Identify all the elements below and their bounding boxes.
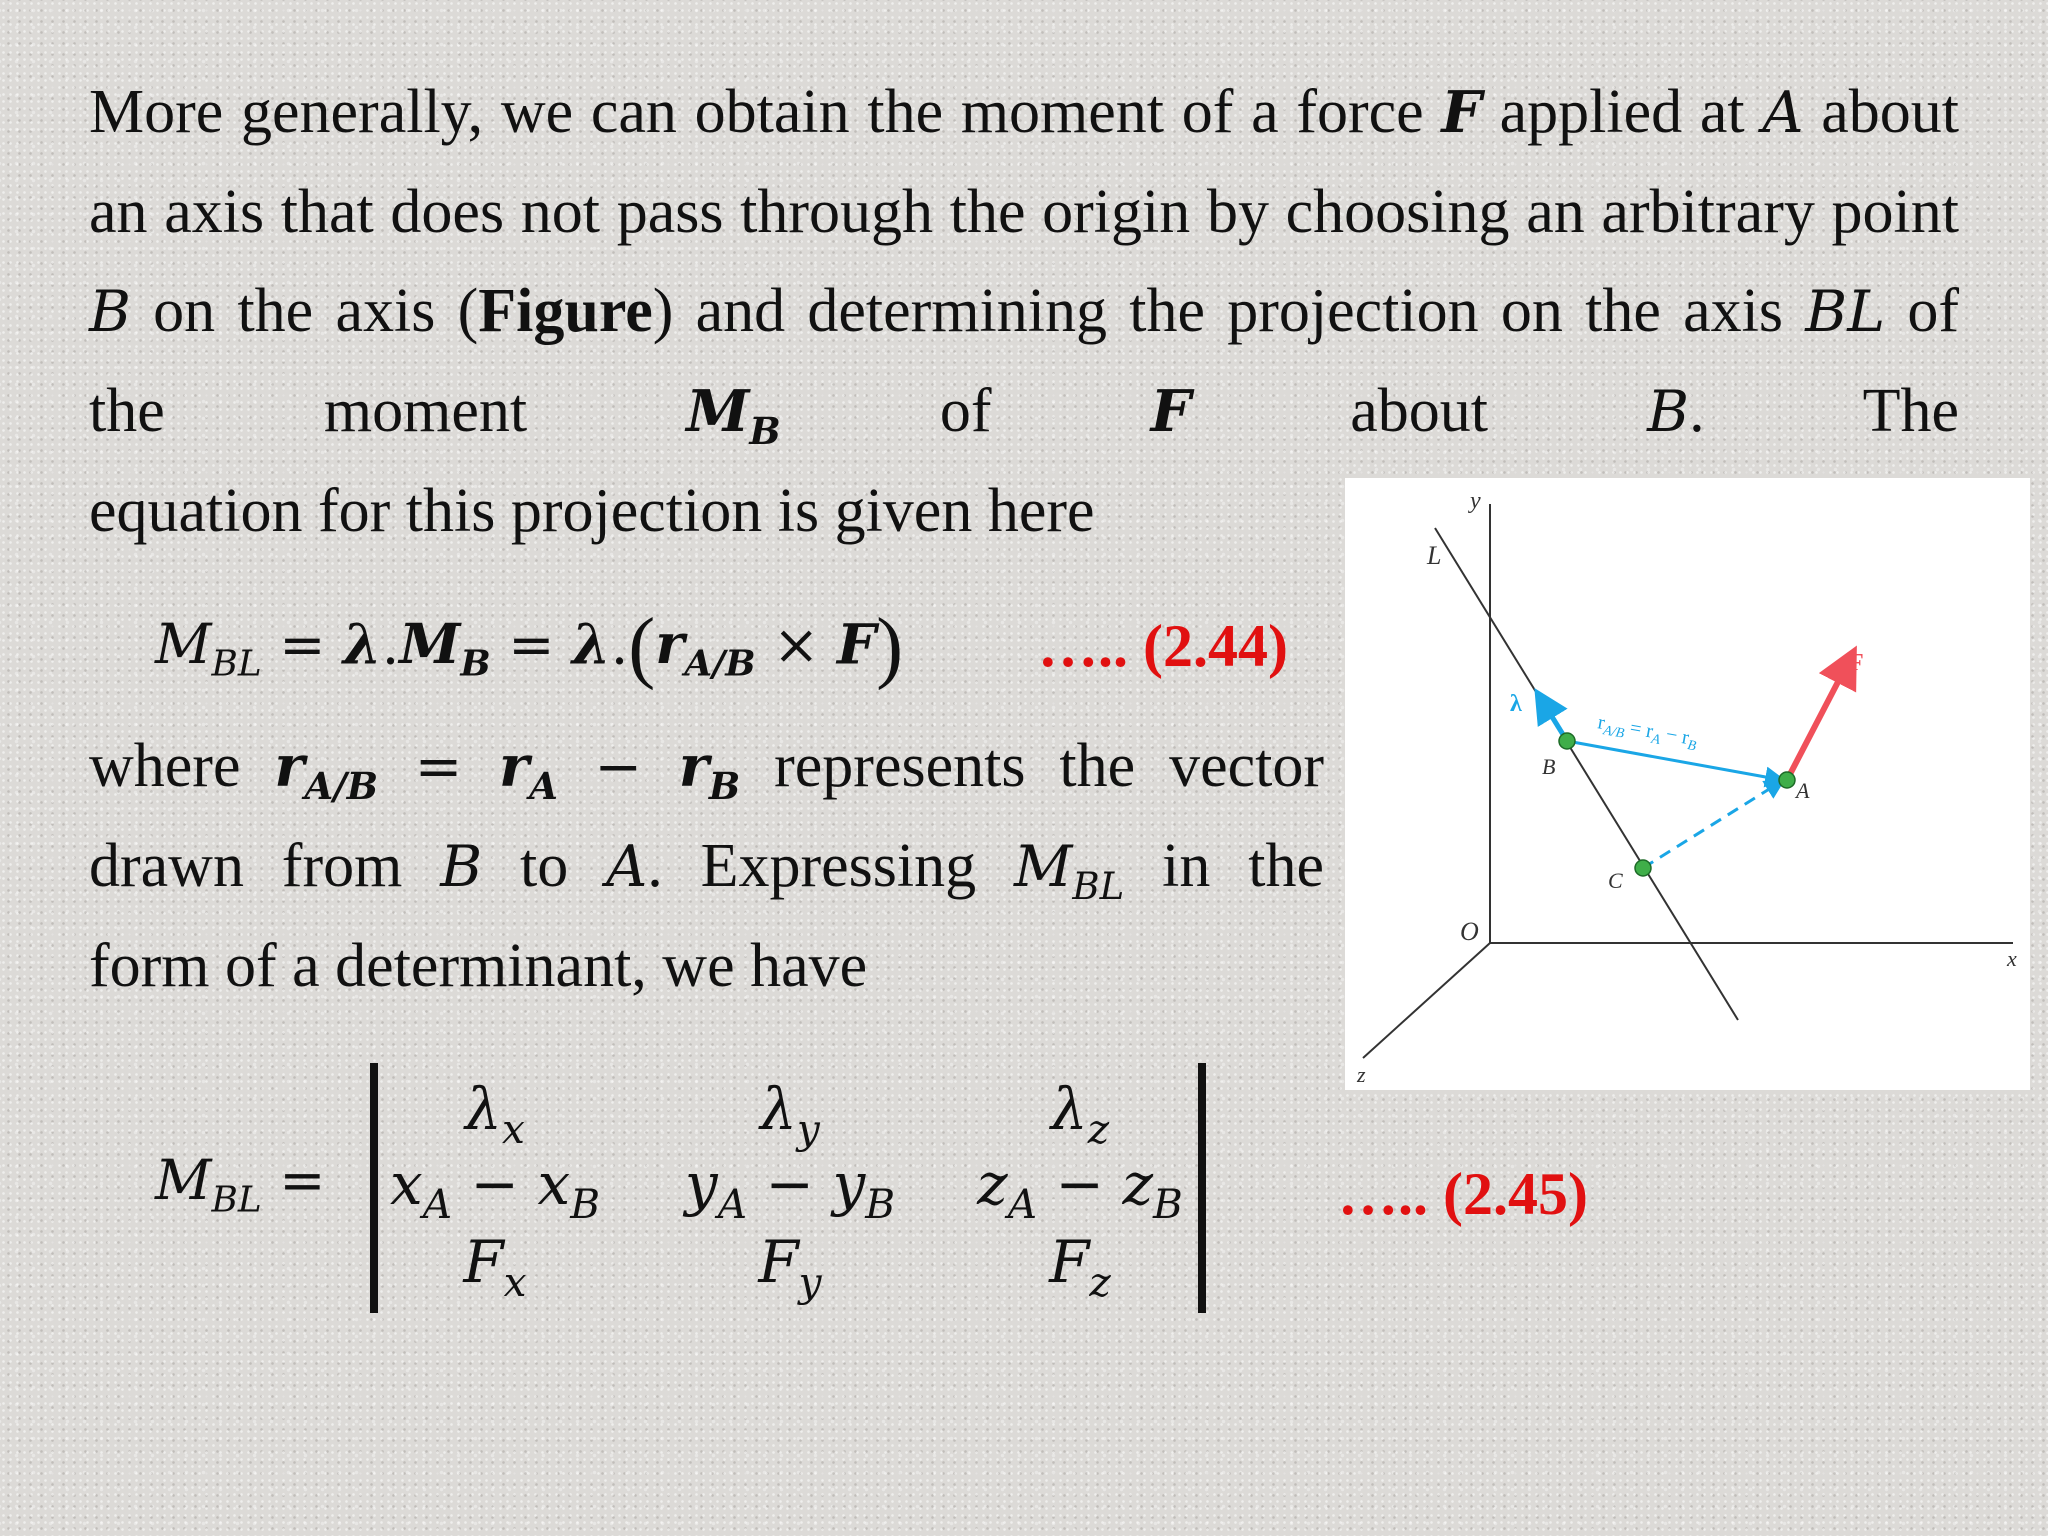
dot: . [381, 613, 400, 678]
det-cell-y-diff: $y_A - y_B$ [684, 1150, 896, 1229]
math-rA: $r_A$ [499, 733, 558, 808]
point-C-dot [1635, 860, 1651, 876]
math-F: F [1441, 79, 1482, 146]
text: of the moment [89, 277, 1959, 445]
math-B: B [440, 834, 483, 900]
r-AB-label: $r_{A/B} = r_A - r_B$ [1596, 711, 1698, 755]
math-A: A [606, 834, 648, 900]
det-cell-F-y: $F_y$ [758, 1228, 822, 1307]
equation-2-44 [155, 600, 903, 693]
math-MBL: $M_{BL}$ [155, 613, 262, 685]
r-AB-vector [1567, 741, 1782, 780]
text: in the [1124, 832, 1324, 900]
equals: = [261, 1149, 326, 1213]
dot: . [610, 613, 629, 678]
det-cell-lambda-y: $\lambda_y$ [760, 1075, 820, 1154]
det-cell-lambda-z: $\lambda_z$ [1050, 1075, 1110, 1154]
point-A-dot [1779, 772, 1795, 788]
det-cell-F-x: $F_x$ [463, 1228, 527, 1307]
math-rB: $r_B$ [678, 733, 741, 808]
text: More generally, we can obtain the moment of a force [89, 78, 1442, 146]
text: where [89, 732, 275, 800]
force-F-label: F [1849, 650, 1864, 676]
math-rAB: $r_{A/B}$ [655, 612, 756, 685]
math-rAB: $r_{A/B}$ [274, 733, 379, 808]
math-B: B [89, 279, 131, 345]
equation-number-2-44: ….. (2.44) [1038, 613, 1288, 679]
axis-x-label: x [2007, 946, 2017, 971]
det-cell-z-diff: $z_A - z_B$ [977, 1150, 1183, 1229]
text: about [1191, 377, 1648, 445]
equals: = [490, 613, 573, 678]
origin-label: O [1460, 917, 1479, 946]
text: applied at [1481, 78, 1763, 146]
text: . Expressing [647, 832, 1014, 900]
equation-number-2-45: ….. (2.45) [1338, 1161, 1588, 1227]
point-A-label: A [1796, 778, 1810, 803]
moment-about-axis-figure [1345, 478, 2030, 1090]
axis-z-label: z [1357, 1062, 1366, 1087]
math-MB: $M_B$ [399, 612, 491, 685]
text: . The [1689, 377, 1959, 445]
figure-reference: Figure [478, 277, 653, 345]
text: about an axis that does not pass through the origin by choosing an arbitrary point [89, 78, 1960, 246]
text: represents the vector drawn from [89, 732, 1325, 900]
math-lambda: λ [343, 612, 382, 678]
math-MBL: $M_{BL}$ [1014, 834, 1125, 908]
point-C-label: C [1608, 868, 1623, 893]
det-cell-x-diff: $x_A - x_B$ [389, 1150, 601, 1229]
math-BL: BL [1805, 279, 1886, 345]
line-L-label: L [1427, 541, 1442, 570]
r-CA-dashed-vector [1643, 781, 1782, 868]
paren-right: ) [876, 601, 904, 691]
text: on the axis ( [130, 277, 479, 345]
lambda-label: λ [1510, 691, 1522, 717]
math-lambda: λ [572, 612, 611, 678]
text: ) and determining the projection on the axis [652, 277, 1806, 345]
axis-z-line [1363, 943, 1490, 1058]
equals: = [261, 613, 344, 678]
text: of [780, 377, 1151, 445]
math-F: F [1150, 378, 1192, 445]
text: to [482, 832, 607, 900]
point-B-dot [1559, 733, 1575, 749]
cross: × [755, 613, 837, 678]
math-B: B [1647, 379, 1690, 445]
paragraph-last-line: equation for this projection is given here [89, 477, 1095, 545]
math-MB: $M_B$ [686, 378, 781, 453]
minus: − [557, 734, 679, 800]
axis-y-label: y [1470, 488, 1481, 514]
equals: = [378, 734, 500, 800]
point-B-label: B [1542, 754, 1556, 779]
axis-L-line [1435, 528, 1738, 1020]
equation-2-45-lhs [155, 1145, 326, 1221]
math-MBL: $M_{BL}$ [155, 1149, 262, 1221]
math-A: A [1762, 80, 1804, 146]
math-F: F [836, 612, 877, 678]
paren-left: ( [628, 601, 656, 691]
paragraph-last-line: form of a determinant, we have [89, 932, 868, 1000]
det-cell-F-z: $F_z$ [1049, 1228, 1111, 1307]
force-F-vector [1787, 653, 1853, 780]
paragraph-vector-definition [89, 717, 1324, 1016]
det-cell-lambda-x: $\lambda_x$ [465, 1075, 525, 1154]
